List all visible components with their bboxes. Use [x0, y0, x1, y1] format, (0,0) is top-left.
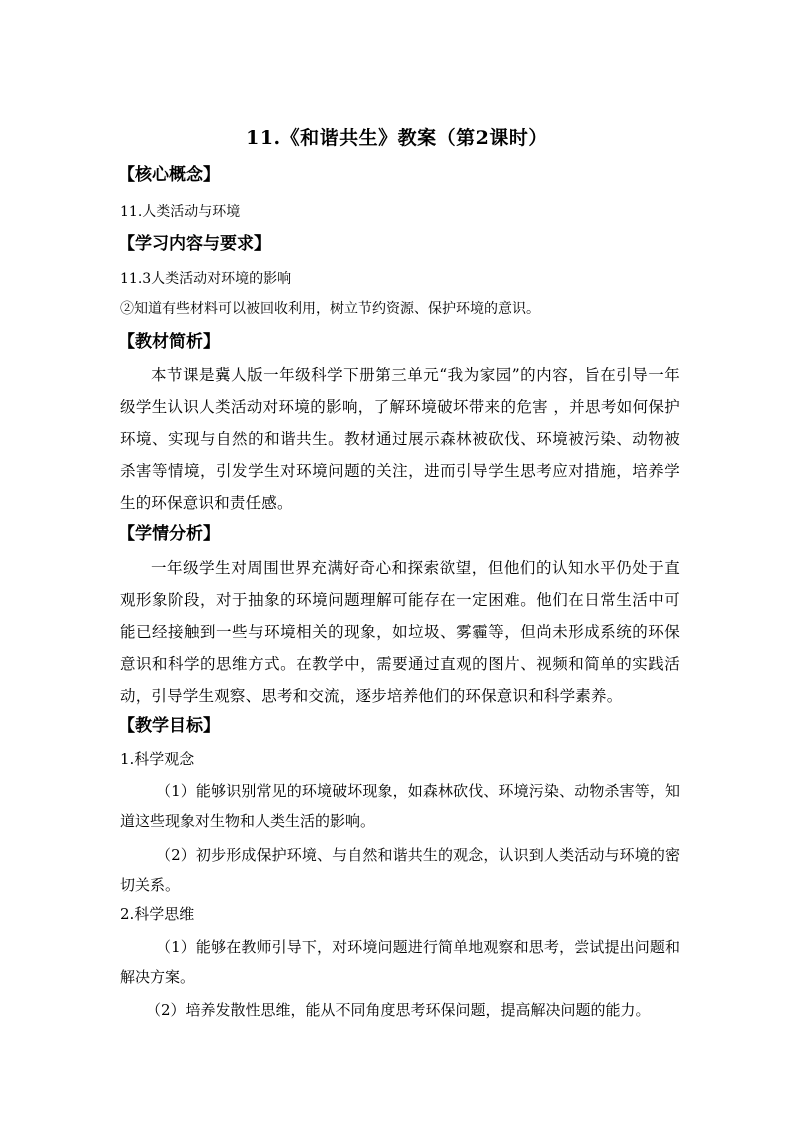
core-concept-text: 11.人类活动与环境: [120, 204, 241, 220]
goal-science-thinking-item2: （2）培养发散性思维，能从不同角度思考环保问题，提高解决问题的能力。: [146, 1001, 651, 1019]
goal-science-thinking-title: 2.科学思维: [120, 905, 195, 923]
content-requirements-line2: ②知道有些材料可以被回收利用，树立节约资源、保护环境的意识。: [120, 301, 540, 317]
student-analysis-paragraph: 一年级学生对周围世界充满好奇心和探索欲望，但他们的认知水平仍处于直观形象阶段，对于抽象的环境问题理解可能存在一定困难。他们在日常生活中可能已经接触到一些与环境相关的现象，如垃圾、雾霾等，但尚未形成系统的环保意识和科学的思维方式。在教学中，需要通过直观的图片、视频和简单的实践活动，引导学生观察、思考和交流，逐步培养他们的环保意识和科学素养。: [120, 559, 680, 705]
goal-science-concept-title: 1.科学观念: [120, 750, 195, 768]
goal-science-concept-item2: （2）初步形成保护环境、与自然和谐共生的观念，认识到人类活动与环境的密切关系。: [120, 846, 680, 894]
goal-science-thinking-item1: （1）能够在教师引导下，对环境问题进行简单地观察和思考，尝试提出问题和解决方案。: [120, 938, 680, 986]
content-requirements-line1: 11.3人类活动对环境的影响: [120, 271, 292, 287]
heading-teaching-goals: 【教学目标】: [118, 716, 220, 736]
heading-student-analysis: 【学情分析】: [118, 524, 220, 544]
goal-science-concept-item1: （1）能够识别常见的环境破坏现象，如森林砍伐、环境污染、动物杀害等，知道这些现象对生物和人类生活的影响。: [120, 782, 680, 830]
heading-content-requirements: 【学习内容与要求】: [118, 234, 271, 254]
heading-core-concept: 【核心概念】: [118, 165, 220, 185]
document-title: 11.《和谐共生》教案（第2课时）: [246, 127, 548, 149]
textbook-analysis-paragraph: 本节课是冀人版一年级科学下册第三单元“我为家园”的内容，旨在引导一年级学生认识人类活动对环境的影响，了解环境破坏带来的危害 ，并思考如何保护环境、实现与自然的和谐共生。教材通过展示森林被砍伐、环境被污染、动物被杀害等情境，引发学生对环境问题的关注，进而引导学生思考应对措施，培养学生的环保意识和责任感。: [120, 366, 680, 512]
heading-textbook-analysis: 【教材简析】: [118, 332, 220, 352]
